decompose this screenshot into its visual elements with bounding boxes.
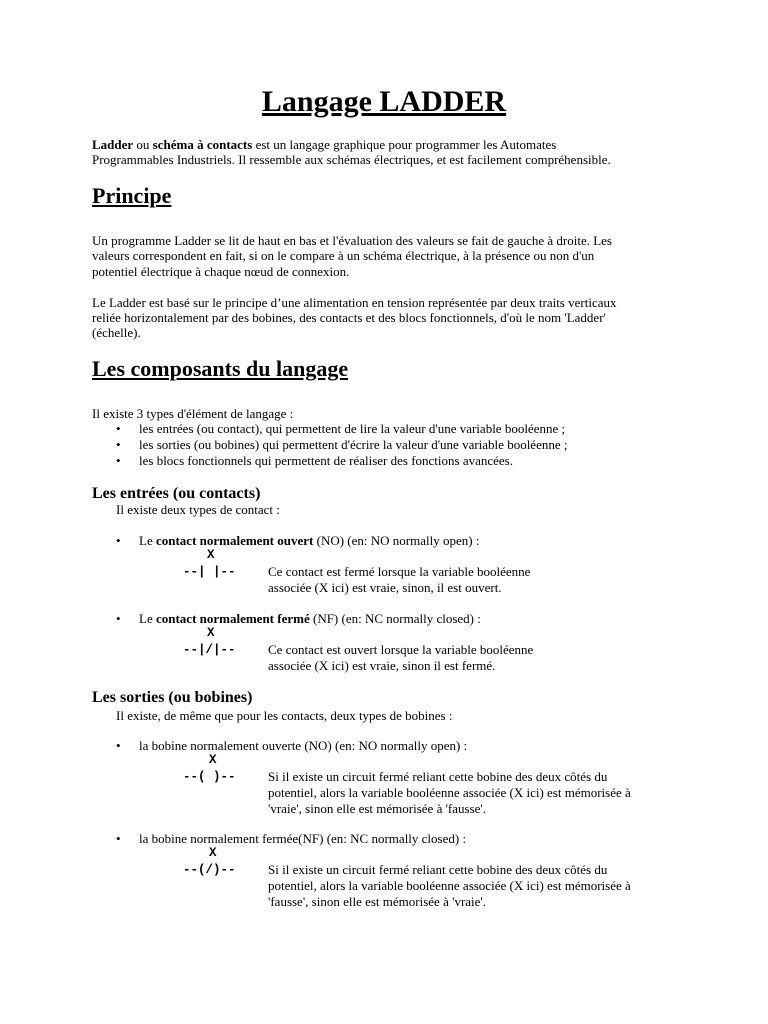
label-text: (NO) (en: NO normally open) :: [313, 533, 480, 548]
bullet-icon: •: [116, 437, 121, 452]
intro-term-ladder: Ladder: [92, 137, 134, 152]
list-item: les blocs fonctionnels qui permettent de réaliser des fonctions avancées.: [139, 453, 513, 468]
label-text: (NF) (en: NC normally closed) :: [309, 611, 481, 626]
bullet-icon: •: [116, 453, 121, 468]
contact-no-desc-line: associée (X ici) est vraie, sinon, il est ouvert.: [268, 580, 502, 595]
principe-p2-line: Le Ladder est basé sur le principe d’une alimentation en tension représentée par deux traits verticaux: [92, 295, 617, 310]
list-item: les entrées (ou contact), qui permettent de lire la valeur d'une variable booléenne ;: [139, 421, 566, 436]
label-text: Le: [139, 611, 156, 626]
coil-nf-label: la bobine normalement fermée(NF) (en: NC normally closed) :: [139, 831, 467, 846]
list-item: les sorties (ou bobines) qui permettent d'écrire la valeur d'une variable booléenne ;: [139, 437, 568, 452]
coil-nf-symbol: --(/)--: [183, 863, 236, 877]
principe-p2-line: reliée horizontalement par des bobines, des contacts et des blocs fonctionnels, d'où le nom 'Ladder': [92, 310, 606, 325]
contact-nf-label: [139, 611, 481, 627]
heading-entrees: Les entrées (ou contacts): [92, 485, 261, 502]
contact-no-variable: X: [207, 548, 215, 562]
coil-no-desc-line: potentiel, alors la variable booléenne associée (X ici) est mémorisée à: [268, 785, 631, 800]
principe-p1-line: potentiel électrique à chaque nœud de connexion.: [92, 264, 350, 279]
contact-nf-variable: X: [207, 626, 215, 640]
entrees-intro: Il existe deux types de contact :: [116, 502, 280, 517]
principe-p1-line: Un programme Ladder se lit de haut en bas et l'évaluation des valeurs se fait de gauche à droite. Les: [92, 233, 612, 248]
bullet-icon: •: [116, 611, 121, 626]
bullet-icon: •: [116, 738, 121, 753]
sorties-intro: Il existe, de même que pour les contacts, deux types de bobines :: [116, 708, 453, 723]
principe-p1-line: valeurs correspondent en fait, si on le compare à un schéma électrique, à la présence ou non d'un: [92, 248, 595, 263]
heading-sorties: Les sorties (ou bobines): [92, 689, 253, 706]
contact-no-symbol: --| |--: [183, 565, 236, 579]
page-title: Langage LADDER: [261, 85, 507, 118]
bullet-icon: •: [116, 831, 121, 846]
bullet-icon: •: [116, 533, 121, 548]
label-bold: contact normalement ouvert: [155, 533, 314, 548]
contact-nf-desc-line: Ce contact est ouvert lorsque la variable booléenne: [268, 642, 534, 657]
contact-no-label: [139, 533, 479, 549]
heading-principe: Principe: [92, 183, 172, 208]
intro-line-1: [92, 137, 556, 153]
coil-no-variable: X: [209, 753, 217, 767]
coil-nf-desc-line: Si il existe un circuit fermé reliant cette bobine des deux côtés du: [268, 862, 608, 877]
coil-no-symbol: --( )--: [183, 770, 236, 784]
intro-line-2: Programmables Industriels. Il ressemble aux schémas électriques, et est facilement compréhensible.: [92, 152, 611, 167]
label-bold: contact normalement fermé: [155, 611, 310, 626]
bullet-icon: •: [116, 421, 121, 436]
label-text: Le: [139, 533, 156, 548]
contact-nf-desc-line: associée (X ici) est vraie, sinon il est fermé.: [268, 658, 496, 673]
coil-nf-variable: X: [209, 846, 217, 860]
contact-nf-symbol: --|/|--: [183, 643, 236, 657]
intro-text: ou: [133, 137, 153, 152]
coil-nf-desc-line: 'fausse', sinon elle est mémorisée à 'vraie'.: [268, 894, 487, 909]
intro-text: est un langage graphique pour programmer les Automates: [252, 137, 557, 152]
principe-p2-line: (échelle).: [92, 325, 141, 340]
heading-composants: Les composants du langage: [92, 356, 349, 381]
coil-no-label: la bobine normalement ouverte (NO) (en: NO normally open) :: [139, 738, 468, 753]
coil-nf-desc-line: potentiel, alors la variable booléenne associée (X ici) est mémorisée à: [268, 878, 631, 893]
contact-no-desc-line: Ce contact est fermé lorsque la variable booléenne: [268, 564, 531, 579]
coil-no-desc-line: Si il existe un circuit fermé reliant cette bobine des deux côtés du: [268, 769, 608, 784]
coil-no-desc-line: 'vraie', sinon elle est mémorisée à 'fausse'.: [268, 801, 487, 816]
composants-intro: Il existe 3 types d'élément de langage :: [92, 406, 294, 421]
intro-term-schema: schéma à contacts: [152, 137, 253, 152]
